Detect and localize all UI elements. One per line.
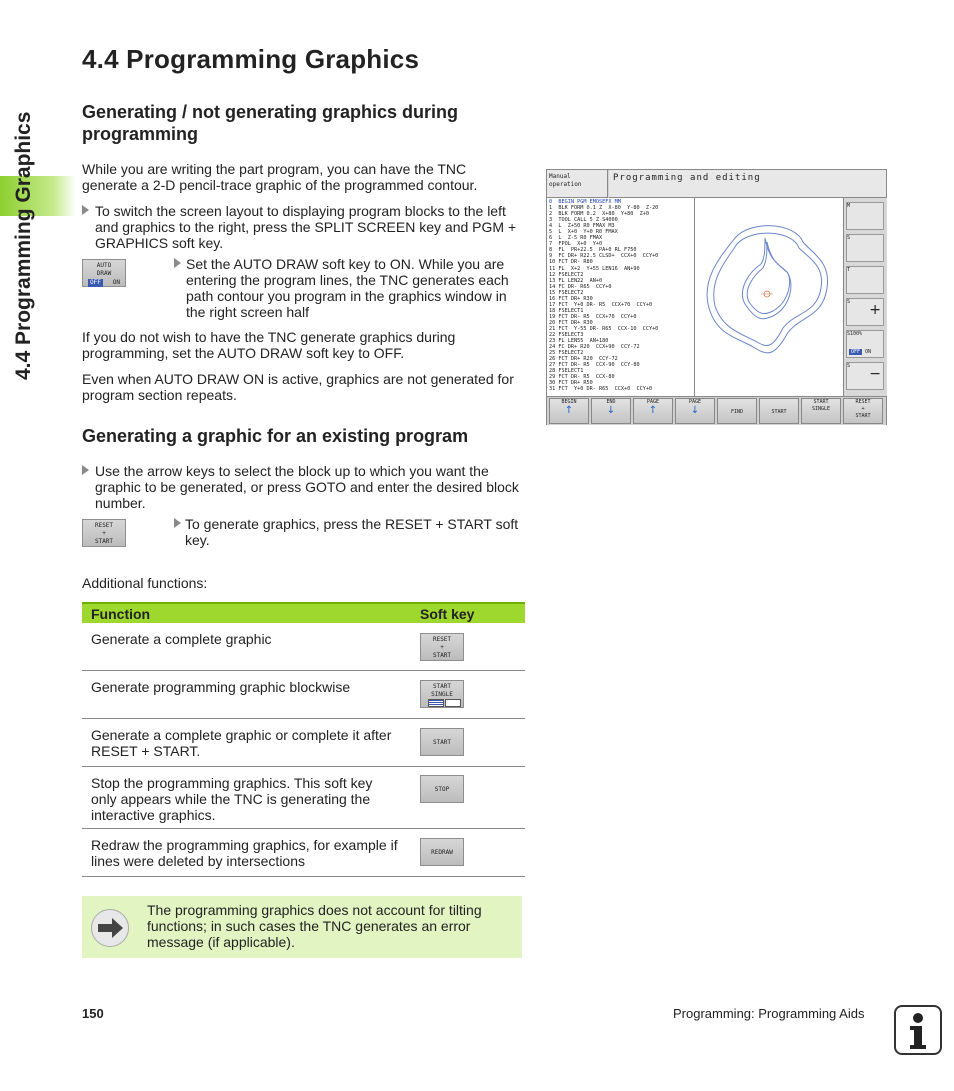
program-line[interactable]: 4 L Z+50 R0 FMAX M3: [549, 223, 615, 230]
table-row: [82, 719, 525, 767]
mode-title: Programming and editing: [609, 170, 886, 198]
column-header-softkey: Soft key: [420, 606, 475, 622]
softkey-label: REDRAW: [431, 849, 453, 856]
tnc-screenshot: [546, 169, 887, 425]
arrow-up-icon: ↑: [648, 405, 658, 416]
program-line[interactable]: 23 FL LEN55 AN+180: [549, 338, 609, 345]
program-line[interactable]: 20 FCT DR+ R30: [549, 319, 593, 326]
program-line[interactable]: 16 FCT DR+ R30: [549, 295, 593, 302]
program-line[interactable]: 18 FSELECT1: [549, 307, 584, 314]
section-heading-existing-program: Generating a graphic for an existing program: [82, 426, 469, 446]
softkey-label: SINGLE: [431, 691, 453, 698]
vkey-label: S100%: [847, 331, 863, 337]
program-line[interactable]: 24 FC DR+ R20 CCX+90 CCY-72: [549, 344, 640, 351]
note-text: The programming graphics does not account for tilting functions; in such cases the TNC generates an error message (if applicable).: [147, 902, 482, 950]
program-line[interactable]: 8 FL PR+22.5 PA+0 RL F750: [549, 247, 637, 254]
mode-label: Manual: [549, 173, 571, 180]
arrow-up-icon: ↑: [564, 405, 574, 416]
vkey-label: S: [847, 299, 851, 305]
softkey-label: +: [102, 530, 106, 537]
program-line[interactable]: 22 FSELECT3: [549, 332, 584, 339]
page-up-softkey[interactable]: [633, 398, 673, 424]
note-box: [82, 896, 522, 958]
step-split-screen: To switch the screen layout to displaying program blocks to the left and graphics to the right, press the SPLIT SCREEN key and PGM + GRAPHICS soft key.: [95, 203, 517, 251]
arrow-down-icon: ↓: [690, 405, 700, 416]
contour-graphic: [695, 198, 843, 396]
table-header: [82, 602, 525, 623]
program-line[interactable]: 25 FSELECT2: [549, 350, 584, 357]
softkey-label: RESET + START: [855, 399, 871, 419]
vkey-label: S: [847, 235, 851, 241]
softkey-label: STOP: [434, 786, 450, 793]
reset-start-softkey[interactable]: [843, 398, 883, 424]
softkey-label: FIND: [730, 409, 744, 415]
program-line[interactable]: 26 FCT DR+ R20 CCY-72: [549, 356, 618, 363]
chapter-title: Programming: Programming Aids: [673, 1006, 865, 1021]
page-number: 150: [82, 1006, 104, 1021]
vertical-softkey-bar: [843, 198, 887, 396]
paragraph-section-repeats: Even when AUTO DRAW ON is active, graphics are not generated for program section repeats.: [82, 371, 514, 403]
minus-icon: −: [869, 366, 881, 382]
section-heading-generating: Generating / not generating graphics during programming: [82, 102, 459, 144]
softkey-label: AUTO: [96, 262, 112, 269]
program-block-list: [547, 198, 695, 396]
override-softkey[interactable]: [846, 330, 884, 358]
intro-paragraph: While you are writing the part program, you can have the TNC generate a 2-D pencil-trace graphic of the programmed contour.: [82, 161, 478, 193]
function-description: Stop the programming graphics. This soft key only appears while the TNC is generating the interactive graphics.: [91, 775, 373, 823]
zoom-in-softkey[interactable]: [846, 298, 884, 326]
softkey-label: BEGIN: [561, 399, 577, 405]
page-title: 4.4 Programming Graphics: [82, 44, 420, 74]
program-line[interactable]: 31 FCT Y+0 DR- R65 CCX+0 CCY+0: [549, 386, 653, 393]
function-description: Generate programming graphic blockwise: [91, 679, 351, 695]
begin-softkey[interactable]: [549, 398, 589, 424]
page-down-softkey[interactable]: [675, 398, 715, 424]
horizontal-softkey-bar: [547, 396, 886, 425]
step-auto-draw: Set the AUTO DRAW soft key to ON. While you are entering the program lines, the TNC generates each path contour you program in the graphics window in the right screen half: [186, 256, 509, 320]
softkey-label: START SINGLE: [811, 399, 831, 412]
tool-t-softkey[interactable]: [846, 266, 884, 294]
chapter-side-label: 4.4 Programming Graphics: [12, 111, 35, 380]
vkey-label: S: [847, 363, 851, 369]
function-description: Redraw the programming graphics, for example if lines were deleted by intersections: [91, 837, 398, 869]
table-row: [82, 829, 525, 877]
program-line[interactable]: 3 TOOL CALL 5 Z S4000: [549, 217, 618, 224]
table-row: [82, 623, 525, 671]
program-line[interactable]: 5 L X+0 Y+0 R0 FMAX: [549, 229, 618, 236]
on-indicator: ON: [865, 349, 872, 355]
single-block-icon: [421, 699, 463, 710]
softkey-label: START: [432, 739, 452, 746]
reset-start-softkey: [420, 633, 464, 661]
softkey-label: RESET: [432, 636, 452, 643]
start-softkey: [420, 728, 464, 756]
arrow-down-icon: ↓: [606, 405, 616, 416]
vkey-label: M: [847, 203, 851, 209]
table-row: [82, 767, 525, 829]
additional-functions-label: Additional functions:: [82, 575, 208, 591]
program-line[interactable]: 30 FCT DR+ R50: [549, 380, 593, 387]
softkey-label: DRAW: [96, 270, 112, 277]
program-line[interactable]: 12 FSELECT2: [549, 271, 584, 278]
function-description: Generate a complete graphic: [91, 631, 272, 647]
start-single-softkey: [420, 680, 464, 708]
program-line[interactable]: 7 FPOL X+0 Y+0: [549, 241, 603, 248]
function-description: Generate a complete graphic or complete it after RESET + START.: [91, 727, 392, 759]
step-reset-start: To generate graphics, press the RESET + START soft key.: [185, 516, 519, 548]
bullet-arrow-icon: [82, 465, 89, 475]
softkey-label: PAGE: [688, 399, 702, 405]
program-line[interactable]: 11 FL X+2 Y+55 LEN16 AN+90: [549, 265, 640, 272]
program-line[interactable]: 10 FCT DR- R80: [549, 259, 593, 266]
table-row: [82, 671, 525, 719]
program-line[interactable]: 2 BLK FORM 0.2 X+80 Y+80 Z+0: [549, 211, 649, 218]
operating-mode-box: [547, 170, 608, 198]
spindle-s-softkey[interactable]: [846, 234, 884, 262]
zoom-out-softkey[interactable]: [846, 362, 884, 390]
bullet-arrow-icon: [174, 258, 181, 268]
softkey-label: +: [440, 644, 444, 651]
column-header-function: Function: [91, 606, 151, 622]
softkey-label: PAGE: [646, 399, 660, 405]
program-line[interactable]: 29 FCT DR- R5 CCX-80: [549, 374, 615, 381]
program-line[interactable]: 9 FC DR+ R22.5 CLSD+ CCX+0 CCY+0: [549, 253, 659, 260]
program-line[interactable]: 28 FSELECT1: [549, 368, 584, 375]
on-indicator: ON: [112, 279, 120, 286]
step-select-block: Use the arrow keys to select the block up to which you want the graphic to be generated, or press GOTO and enter the desired block number.: [95, 463, 519, 511]
off-indicator: OFF: [89, 279, 101, 286]
plus-icon: +: [869, 302, 881, 318]
info-icon: [894, 1005, 942, 1055]
end-softkey[interactable]: [591, 398, 631, 424]
softkey-label: START: [94, 538, 114, 545]
bullet-arrow-icon: [174, 518, 181, 528]
program-line[interactable]: 17 FCT Y+0 DR- R5 CCX+70 CCY+0: [549, 301, 653, 308]
program-line[interactable]: 13 FL LEN22 AN+0: [549, 277, 603, 284]
start-softkey[interactable]: [759, 398, 799, 424]
softkey-label: START: [432, 683, 452, 690]
softkey-label: END: [606, 399, 616, 405]
stop-softkey: [420, 775, 464, 803]
auto-draw-softkey: [82, 259, 126, 287]
redraw-softkey: [420, 838, 464, 866]
program-line[interactable]: 1 BLK FORM 0.1 Z X-80 Y-80 Z-20: [549, 205, 659, 212]
program-line[interactable]: 19 FCT DR- R5 CCX+70 CCY+0: [549, 313, 637, 320]
reset-start-softkey: [82, 519, 126, 547]
vkey-label: T: [847, 267, 851, 273]
softkey-label: RESET: [94, 522, 114, 529]
arrow-right-icon: [91, 909, 129, 947]
program-line[interactable]: 14 FC DR- R65 CCY+0: [549, 283, 612, 290]
program-line[interactable]: 27 FCT DR- R5 CCX-90 CCY-80: [549, 362, 640, 369]
softkey-label: START: [432, 652, 452, 659]
program-line[interactable]: 6 L Z-5 R0 FMAX: [549, 235, 603, 242]
softkey-label: START: [771, 409, 787, 415]
program-line[interactable]: 21 FCT Y-55 DR- R65 CCX-10 CCY+0: [549, 325, 659, 332]
off-indicator: OFF: [851, 349, 861, 355]
start-single-softkey[interactable]: [801, 398, 841, 424]
find-softkey[interactable]: [717, 398, 757, 424]
paragraph-auto-draw-off: If you do not wish to have the TNC generate graphics during programming, set the AUTO DRAW soft key to OFF.: [82, 329, 456, 361]
mode-label: operation: [549, 181, 582, 188]
bullet-arrow-icon: [82, 205, 89, 215]
program-line[interactable]: 15 FSELECT2: [549, 289, 584, 296]
spindle-m-softkey[interactable]: [846, 202, 884, 230]
program-line[interactable]: 0 BEGIN PGM EMOSEFX MM: [549, 199, 621, 205]
